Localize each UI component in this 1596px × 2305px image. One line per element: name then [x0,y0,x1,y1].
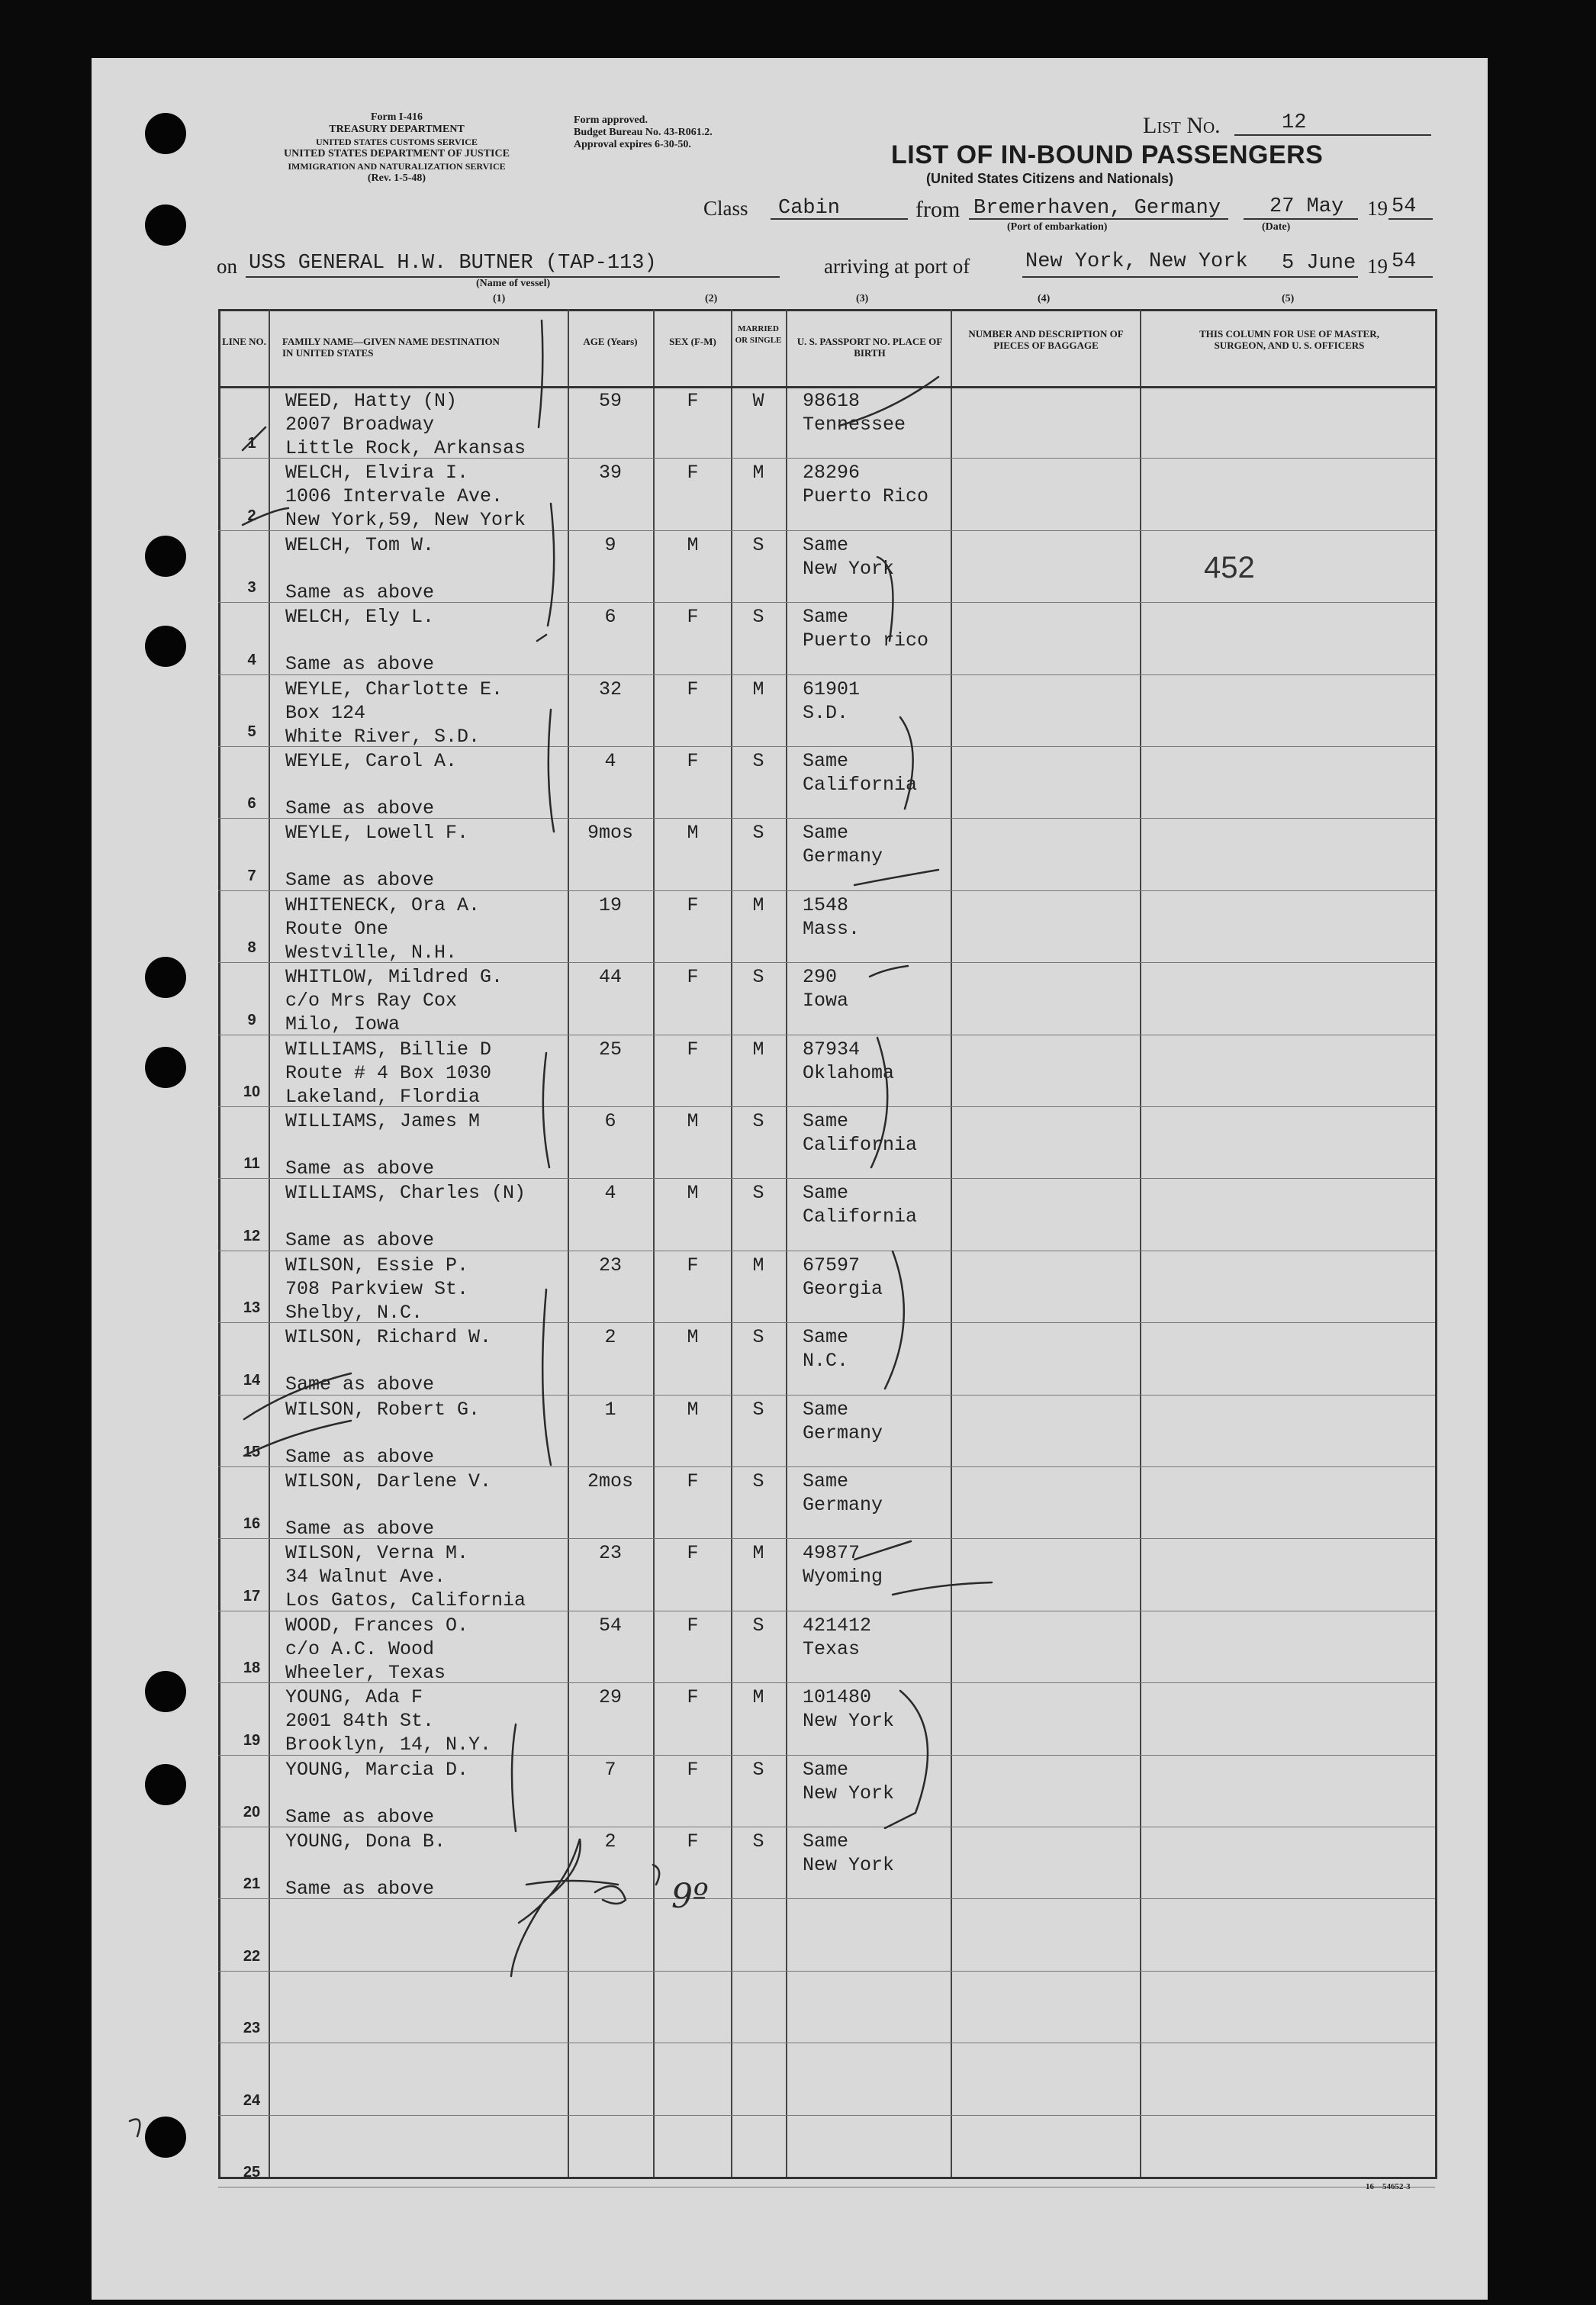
address-line-1: c/o Mrs Ray Cox [285,990,458,1012]
address-line-2: Westville, N.H. [285,941,458,964]
passport-number: Same [803,822,849,845]
place-of-birth: Germany [803,1421,883,1444]
place-of-birth: Texas [803,1637,861,1660]
passport-number: 61901 [803,678,861,700]
address-line-1: 708 Parkview St. [285,1277,469,1300]
line-number: 6 [247,795,256,813]
place-of-birth: Mass. [803,917,861,940]
age: 7 [604,1758,616,1781]
marital-status: S [752,1182,764,1205]
place-of-birth: New York [803,1710,895,1733]
sex: F [687,1542,699,1565]
marital-status: M [752,1254,764,1276]
age: 23 [598,1542,622,1565]
age: 6 [604,606,616,629]
address-line-2: Same as above [285,1518,435,1540]
address-line-2: Same as above [285,1229,435,1252]
sex: F [687,893,699,916]
embarkation-port: Bremerhaven, Germany [973,197,1221,220]
address-line-2: Wheeler, Texas [285,1661,446,1684]
column-header-baggage: NUMBER AND DESCRIPTION OF PIECES OF BAGGAGE [968,328,1124,351]
line-number: 23 [243,2020,261,2037]
passport-number: Same [803,533,849,556]
address-line-1: Box 124 [285,701,366,724]
line-number: 9 [247,1011,256,1029]
column-number-5: (5) [1282,293,1295,304]
age: 9mos [587,822,633,845]
place-of-birth: California [803,1206,918,1228]
address-line-2: Same as above [285,1805,435,1828]
place-of-birth: New York [803,557,895,580]
marital-status: S [752,1830,764,1853]
passenger-name: WILSON, Robert G. [285,1398,481,1421]
column-header-name: FAMILY NAME—GIVEN NAME DESTINATION IN UNITED STATES [282,336,500,359]
line-number: 8 [247,939,256,957]
passport-number: Same [803,1398,849,1421]
sex: M [687,1326,699,1349]
arrival-port: New York, New York [1025,250,1248,273]
marital-status: S [752,1470,764,1492]
justice-department: UNITED STATES DEPARTMENT OF JUSTICE [284,148,510,159]
column-number-4: (4) [1038,293,1051,304]
marital-status: M [752,893,764,916]
form-subtitle: (United States Citizens and Nationals) [926,171,1174,186]
line-number: 14 [243,1371,261,1389]
place-of-birth: Georgia [803,1277,883,1300]
address-line-1: c/o A.C. Wood [285,1637,435,1660]
register-number: 452 [1204,551,1255,584]
passport-number: 98618 [803,390,861,412]
line-number: 4 [247,651,256,668]
line-number: 22 [243,1947,261,1965]
vessel-name: USS GENERAL H.W. BUTNER (TAP-113) [249,252,657,275]
sex: F [687,1254,699,1276]
passenger-name: WEYLE, Charlotte E. [285,678,504,700]
passenger-name: WILSON, Richard W. [285,1326,492,1349]
passport-number: Same [803,1470,849,1492]
embarkation-date: 27 May [1269,195,1344,218]
signature-note: 9º [671,1877,709,1916]
year-prefix: 19 [1367,197,1388,220]
sex: F [687,390,699,412]
age: 4 [604,750,616,772]
sex: F [687,1470,699,1492]
form-title: LIST OF IN-BOUND PASSENGERS [891,140,1324,169]
age: 23 [598,1254,622,1276]
address-line-2: Same as above [285,1878,435,1900]
sex: F [687,1758,699,1781]
marital-status: W [752,390,764,412]
address-line-2: Same as above [285,581,435,604]
line-number: 20 [243,1804,261,1820]
column-number-2: (2) [705,293,718,304]
column-number-1: (1) [493,293,506,304]
sex: F [687,1038,699,1061]
passenger-name: WILSON, Darlene V. [285,1470,492,1492]
passport-number: Same [803,1326,849,1349]
passport-number: 290 [803,966,838,989]
immigration-service: IMMIGRATION AND NATURALIZATION SERVICE [288,161,506,172]
place-of-birth: New York [803,1782,895,1804]
address-line-2: Lakeland, Flordia [285,1085,481,1108]
sex: F [687,606,699,629]
place-of-birth: N.C. [803,1350,849,1373]
address-line-2: Same as above [285,797,435,819]
passport-number: 421412 [803,1614,872,1637]
class-label: Class [703,197,748,220]
marital-status: S [752,750,764,772]
line-number: 10 [243,1083,261,1100]
passenger-name: WEYLE, Carol A. [285,750,458,772]
address-line-2: White River, S.D. [285,725,481,748]
sex: F [687,966,699,989]
line-number: 24 [243,2091,261,2109]
marital-status: M [752,1038,764,1061]
embarkation-caption: (Port of embarkation) [1007,221,1108,233]
place-of-birth: California [803,1134,918,1156]
age: 39 [598,462,622,485]
age: 1 [604,1398,616,1421]
column-header-sex: SEX (F-M) [669,336,716,347]
passenger-name: WHITLOW, Mildred G. [285,966,504,989]
passenger-name: WILLIAMS, Billie D [285,1038,492,1061]
place-of-birth: Wyoming [803,1566,883,1589]
place-of-birth: Germany [803,845,883,868]
marital-status: S [752,1110,764,1132]
passport-number: Same [803,1182,849,1205]
class-value: Cabin [778,197,841,220]
place-of-birth: Puerto rico [803,629,929,652]
passenger-name: YOUNG, Ada F [285,1686,423,1709]
sex: F [687,1614,699,1637]
marital-status: S [752,1326,764,1349]
age: 4 [604,1182,616,1205]
column-header-line-no: LINE NO. [222,336,266,347]
age: 2mos [587,1470,633,1492]
line-number: 15 [243,1444,261,1460]
place-of-birth: S.D. [803,701,849,724]
passport-number: 87934 [803,1038,861,1061]
line-number: 2 [247,507,256,524]
column-number-3: (3) [856,293,869,304]
marital-status: S [752,1614,764,1637]
address-line-2: Los Gatos, California [285,1589,526,1612]
arrival-year-prefix: 19 [1367,255,1388,278]
form-revision: (Rev. 1-5-48) [367,172,426,184]
passport-number: Same [803,606,849,629]
embarkation-year: 54 [1392,195,1417,218]
passport-number: Same [803,1110,849,1132]
arriving-label: arriving at port of [824,255,970,278]
approval-expires: Approval expires 6-30-50. [574,139,691,150]
customs-service: UNITED STATES CUSTOMS SERVICE [316,137,478,147]
address-line-1: Route # 4 Box 1030 [285,1061,492,1084]
line-number: 3 [247,579,256,597]
column-header-officers: THIS COLUMN FOR USE OF MASTER, SURGEON, AND U. S. OFFICERS [1199,328,1379,351]
printer-mark: 16—54652-3 [1366,2182,1411,2191]
address-line-2: New York,59, New York [285,509,526,532]
age: 32 [598,678,622,700]
place-of-birth: Oklahoma [803,1061,895,1084]
passenger-name: WOOD, Frances O. [285,1614,469,1637]
passport-number: Same [803,1758,849,1781]
age: 25 [598,1038,622,1061]
line-number: 21 [243,1875,261,1893]
line-number: 12 [243,1227,261,1244]
address-line-2: Same as above [285,653,435,676]
marital-status: S [752,533,764,556]
marital-status: M [752,462,764,485]
marital-status: S [752,966,764,989]
marital-status: M [752,1686,764,1709]
from-label: from [915,197,960,222]
place-of-birth: Tennessee [803,414,906,436]
passport-number: 1548 [803,893,849,916]
line-number: 5 [247,723,256,740]
sex: M [687,822,699,845]
age: 2 [604,1326,616,1349]
marital-status: S [752,1398,764,1421]
sex: F [687,750,699,772]
marital-status: S [752,606,764,629]
form-approved: Form approved. [574,114,648,126]
sex: F [687,1830,699,1853]
arrival-date: 5 June [1282,252,1356,275]
line-number: 18 [243,1660,261,1677]
column-header-passport: U. S. PASSPORT NO. PLACE OF BIRTH [796,336,943,359]
form-number: Form I-416 [370,111,423,123]
address-line-2: Same as above [285,1157,435,1180]
place-of-birth: New York [803,1854,895,1876]
sex: F [687,462,699,485]
passport-number: 101480 [803,1686,872,1709]
passenger-name: WELCH, Elvira I. [285,462,469,485]
passenger-name: WILLIAMS, Charles (N) [285,1182,526,1205]
line-number: 7 [247,867,256,884]
line-number: 25 [243,2164,261,2181]
sex: F [687,1686,699,1709]
address-line-1: Route One [285,917,389,940]
line-number: 11 [243,1155,260,1173]
sex: F [687,678,699,700]
passenger-name: YOUNG, Dona B. [285,1830,446,1853]
age: 9 [604,533,616,556]
marital-status: S [752,822,764,845]
place-of-birth: Iowa [803,990,849,1012]
list-no-label: List No. [1143,113,1221,138]
passenger-name: WELCH, Tom W. [285,533,435,556]
place-of-birth: Germany [803,1494,883,1516]
column-header-married: MARRIED OR SINGLE [735,324,782,345]
vessel-caption: (Name of vessel) [476,278,551,289]
line-number: 13 [243,1299,261,1317]
age: 2 [604,1830,616,1853]
address-line-1: 34 Walnut Ave. [285,1566,446,1589]
address-line-1: 2001 84th St. [285,1710,435,1733]
marital-status: M [752,678,764,700]
age: 19 [598,893,622,916]
address-line-2: Shelby, N.C. [285,1301,423,1324]
list-no-value: 12 [1282,111,1307,134]
passenger-name: WEYLE, Lowell F. [285,822,469,845]
place-of-birth: California [803,774,918,796]
passport-number: 49877 [803,1542,861,1565]
sex: M [687,1110,699,1132]
passenger-name: YOUNG, Marcia D. [285,1758,469,1781]
address-line-2: Milo, Iowa [285,1013,401,1036]
passport-number: Same [803,1830,849,1853]
marital-status: S [752,1758,764,1781]
place-of-birth: Puerto Rico [803,485,929,508]
sex: M [687,1182,699,1205]
age: 59 [598,390,622,412]
passenger-name: WILSON, Essie P. [285,1254,469,1276]
address-line-1: 1006 Intervale Ave. [285,485,504,508]
on-label: on [217,255,237,278]
line-number: 16 [243,1515,261,1533]
passenger-name: WELCH, Ely L. [285,606,435,629]
marital-status: M [752,1542,764,1565]
age: 54 [598,1614,622,1637]
column-header-age: AGE (Years) [583,336,638,347]
address-line-2: Brooklyn, 14, N.Y. [285,1734,492,1756]
passenger-name: WEED, Hatty (N) [285,390,458,412]
line-number: 1 [247,435,256,452]
address-line-2: Little Rock, Arkansas [285,437,526,459]
sex: M [687,533,699,556]
age: 6 [604,1110,616,1132]
arrival-year: 54 [1392,250,1417,273]
age: 29 [598,1686,622,1709]
address-line-1: 2007 Broadway [285,414,435,436]
passenger-name: WHITENECK, Ora A. [285,893,481,916]
date-caption: (Date) [1262,221,1291,233]
sex: M [687,1398,699,1421]
address-line-2: Same as above [285,1373,435,1396]
line-number: 19 [243,1731,261,1749]
treasury-department: TREASURY DEPARTMENT [329,124,465,135]
line-number: 17 [243,1587,261,1605]
address-line-2: Same as above [285,869,435,892]
passport-number: 28296 [803,462,861,485]
passenger-name: WILLIAMS, James M [285,1110,481,1132]
passenger-name: WILSON, Verna M. [285,1542,469,1565]
budget-bureau: Budget Bureau No. 43-R061.2. [574,127,713,138]
passport-number: Same [803,750,849,772]
passport-number: 67597 [803,1254,861,1276]
age: 44 [598,966,622,989]
address-line-2: Same as above [285,1445,435,1468]
